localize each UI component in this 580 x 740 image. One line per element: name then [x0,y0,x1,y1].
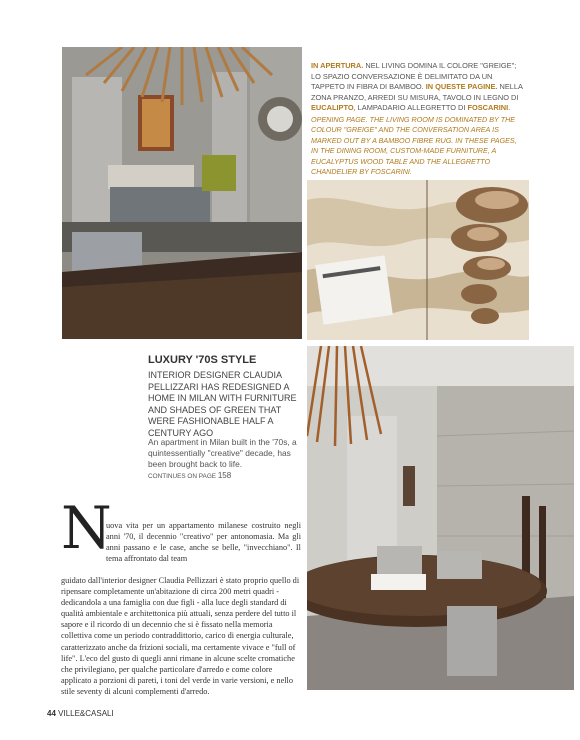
page-folio [47,709,114,718]
caption-italian [311,61,523,114]
continues-label: CONTINUES ON PAGE [148,473,217,480]
detail-illustration [307,180,529,340]
article-intro: An apartment in Milan built in the '70s, a quintessentially "creative" decade, has been brought back to life. [148,437,297,470]
magazine-name: VILLE&CASALI [58,709,114,718]
drop-cap: N [61,494,112,562]
living-room-illustration [62,47,302,339]
dining-room-photo [307,346,574,690]
caption-it-highlight-2: IN QUESTE PAGINE. [423,82,498,92]
dining-room-illustration [307,346,574,690]
caption-it-text-4: . [508,103,511,113]
article-deck: INTERIOR DESIGNER CLAUDIA PELLIZZARI HAS REDESIGNED A HOME IN MILAN WITH FURNITURE AND SHADES OF GREEN THAT WERE FASHIONABLE HALF A CENTURY AGO [148,370,297,438]
article-title: LUXURY '70S STYLE [148,354,257,366]
caption-it-text-3: , LAMPADARIO ALLEGRETTO DI [353,103,468,113]
continues-on-page [148,471,231,480]
caption-it-highlight-3: EUCALIPTO [311,103,354,113]
article-body-main: guidato dall'interior designer Claudia Pellizzari è stato proprio quello di ripensare completamente un'abitazione di circa 200 metri quadri - dedicandola a una famiglia con due figli - alla luce degli standard di qualità ambientale e architettonica più attuali, senza perdere del tutto il sapore e il ricordo di un decennio che si è fissato nella memoria collettiva come un periodo contraddittorio, carico di energia culturale, caratterizzato anche da frizioni sociali, ma certamente vivace e "full of life". L'eco del gusto di quegli anni rimane in alcune scelte cromatiche che privilegiano, per qualche particolare d'arredo e come colore applicato a porzioni di pareti, i toni del verde in varie versioni, e nello stile seventy di alcuni complementi d'arredo. [61,576,300,696]
caption-it-highlight-4: FOSCARINI [467,103,509,113]
page-number: 44 [47,709,56,718]
article-body-top: uova vita per un appartamento milanese costruito negli anni '70, il decennio "creativo" per antonomasia. Ma gli anni passano e le case, anche se belle, "invecchiano". Il tema affrontato dal team [106,521,301,564]
caption-it-text-2: NELLA ZONA PRANZO, ARREDI SU MISURA, TAVOLO IN LEGNO DI [311,82,523,102]
caption-it-highlight-1: IN APERTURA. [311,61,364,70]
living-room-photo [62,47,302,339]
caption-english: OPENING PAGE. THE LIVING ROOM IS DOMINATED BY THE COLOUR "GREIGE" AND THE CONVERSATION AREA IS MARKED OUT BY A BAMBOO FIBRE RUG. IN THESE PAGES, IN THE DINING ROOM, CUSTOM-MADE FURNITURE, A EUCALYPTUS WOOD TABLE AND THE ALLEGRETTO CHANDELIER BY FOSCARINI. [311,115,517,177]
continues-page-number: 158 [217,471,232,480]
detail-photo [307,180,529,340]
caption-it-text-1: NEL LIVING DOMINA IL COLORE "GREIGE"; LO SPAZIO CONVERSAZIONE È DELIMITATO DA UN TAPPETO IN FIBRA DI BAMBOO. [311,61,517,92]
